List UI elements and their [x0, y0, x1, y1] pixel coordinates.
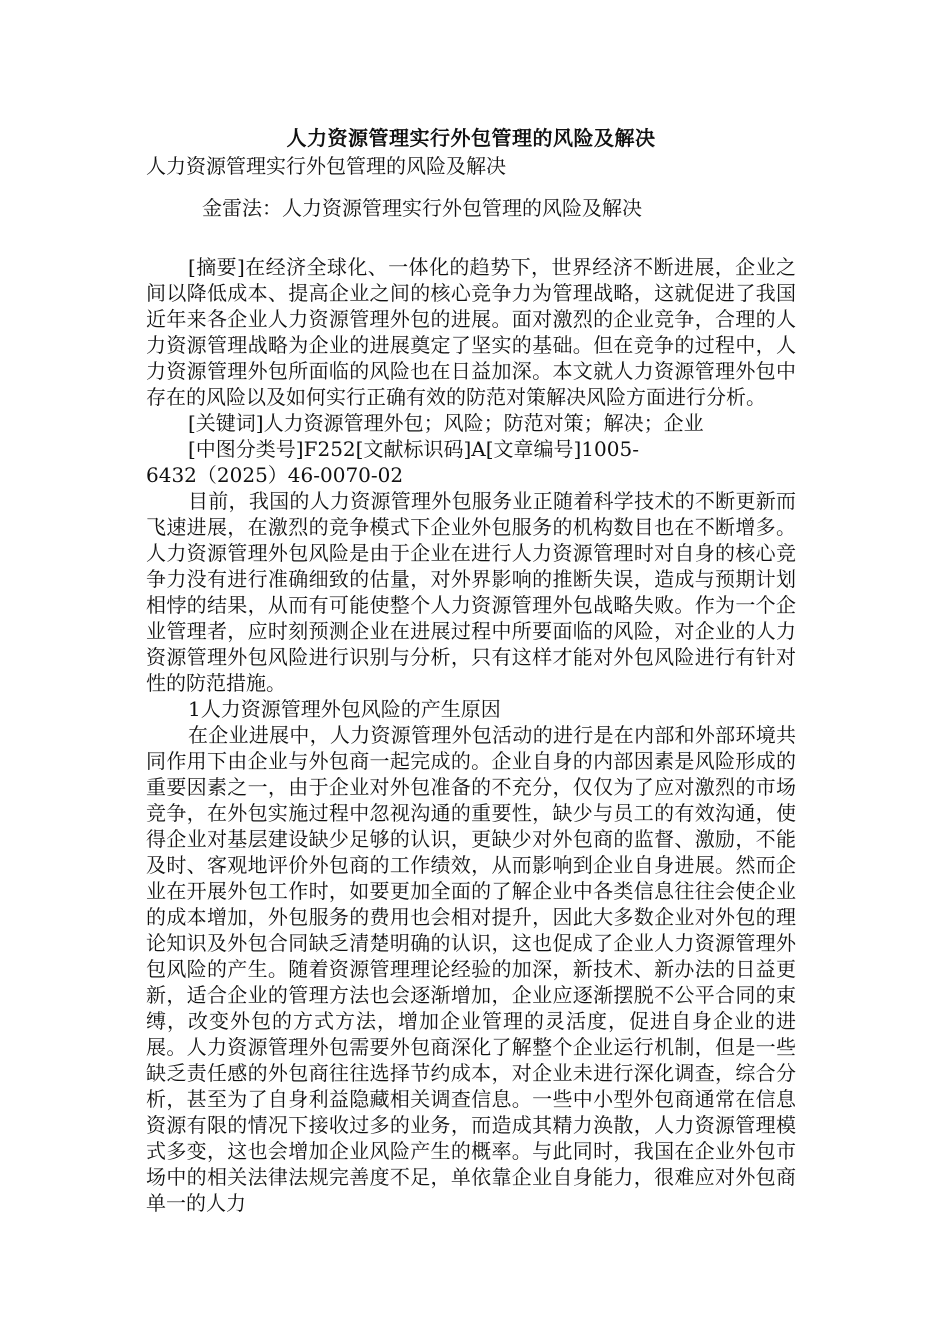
author-line: 金雷法：人力资源管理实行外包管理的风险及解决 — [202, 196, 642, 220]
section-paragraph: 在企业进展中，人力资源管理外包活动的进行是在内部和外部环境共同作用下由企业与外包商一起完成的。企业自身的内部因素是风险形成的重要因素之一，由于企业对外包准备的不充分，仅仅为了应对激烈的市场竞争，在外包实施过程中忽视沟通的重要性，缺少与员工的有效沟通，使得企业对基层建设缺少足够的认识，更缺少对外包商的监督、激励，不能及时、客观地评价外包商的工作绩效，从而影响到企业自身进展。然而企业在开展外包工作时，如要更加全面的了解企业中各类信息往往会使企业的成本增加，外包服务的费用也会相对提升，因此大多数企业对外包的理论知识及外包合同缺乏清楚明确的认识，这也促成了企业人力资源管理外包风险的产生。随着资源管理理论经验的加深，新技术、新办法的日益更新，适合企业的管理方法也会逐渐增加，企业应逐渐摆脱不公平合同的束缚，改变外包的方式方法，增加企业管理的灵活度，促进自身企业的进展。人力资源管理外包需要外包商深化了解整个企业运行机制，但是一些缺乏责任感的外包商往往选择节约成本，对企业未进行深化调查，综合分析，甚至为了自身利益隐藏相关调查信息。一些中小型外包商通常在信息资源有限的情况下接收过多的业务，而造成其精力涣散，人力资源管理模式多变，这也会增加企业风险产生的概率。与此同时，我国在企业外包市场中的相关法律法规完善度不足，单依靠企业自身能力，很难应对外包商单一的人力 — [146, 723, 796, 1215]
keywords-paragraph: [关键词]人力资源管理外包；风险；防范对策；解决；企业 — [188, 411, 704, 435]
document-body — [146, 254, 796, 1216]
section-heading: 1人力资源管理外包风险的产生原因 — [188, 697, 501, 721]
intro-paragraph: 目前，我国的人力资源管理外包服务业正随着科学技术的不断更新而飞速进展，在激烈的竞争模式下企业外包服务的机构数目也在不断增多。人力资源管理外包风险是由于企业在进行人力资源管理时对自身的核心竞争力没有进行准确细致的估量，对外界影响的推断失误，造成与预期计划相悖的结果，从而有可能使整个人力资源管理外包战略失败。作为一个企业管理者，应时刻预测企业在进展过程中所要面临的风险，对企业的人力资源管理外包风险进行识别与分析，只有这样才能对外包风险进行有针对性的防范措施。 — [146, 489, 796, 695]
document-page — [146, 124, 796, 1216]
document-subtitle: 人力资源管理实行外包管理的风险及解决 — [146, 154, 506, 178]
abstract-paragraph: [摘要]在经济全球化、一体化的趋势下，世界经济不断进展，企业之间以降低成本、提高企业之间的核心竞争力为管理战略，这就促进了我国近年来各企业人力资源管理外包的进展。面对激烈的企业竞争，合理的人力资源管理战略为企业的进展奠定了坚实的基础。但在竞争的过程中，人力资源管理外包所面临的风险也在日益加深。本文就人力资源管理外包中存在的风险以及如何实行正确有效的防范对策解决风险方面进行分析。 — [146, 255, 796, 409]
classification-paragraph: [中图分类号]F252[文献标识码]A[文章编号]1005- — [188, 437, 639, 461]
article-number-line: 6432（2025）46-0070-02 — [146, 463, 404, 487]
document-title: 人力资源管理实行外包管理的风险及解决 — [286, 126, 656, 150]
